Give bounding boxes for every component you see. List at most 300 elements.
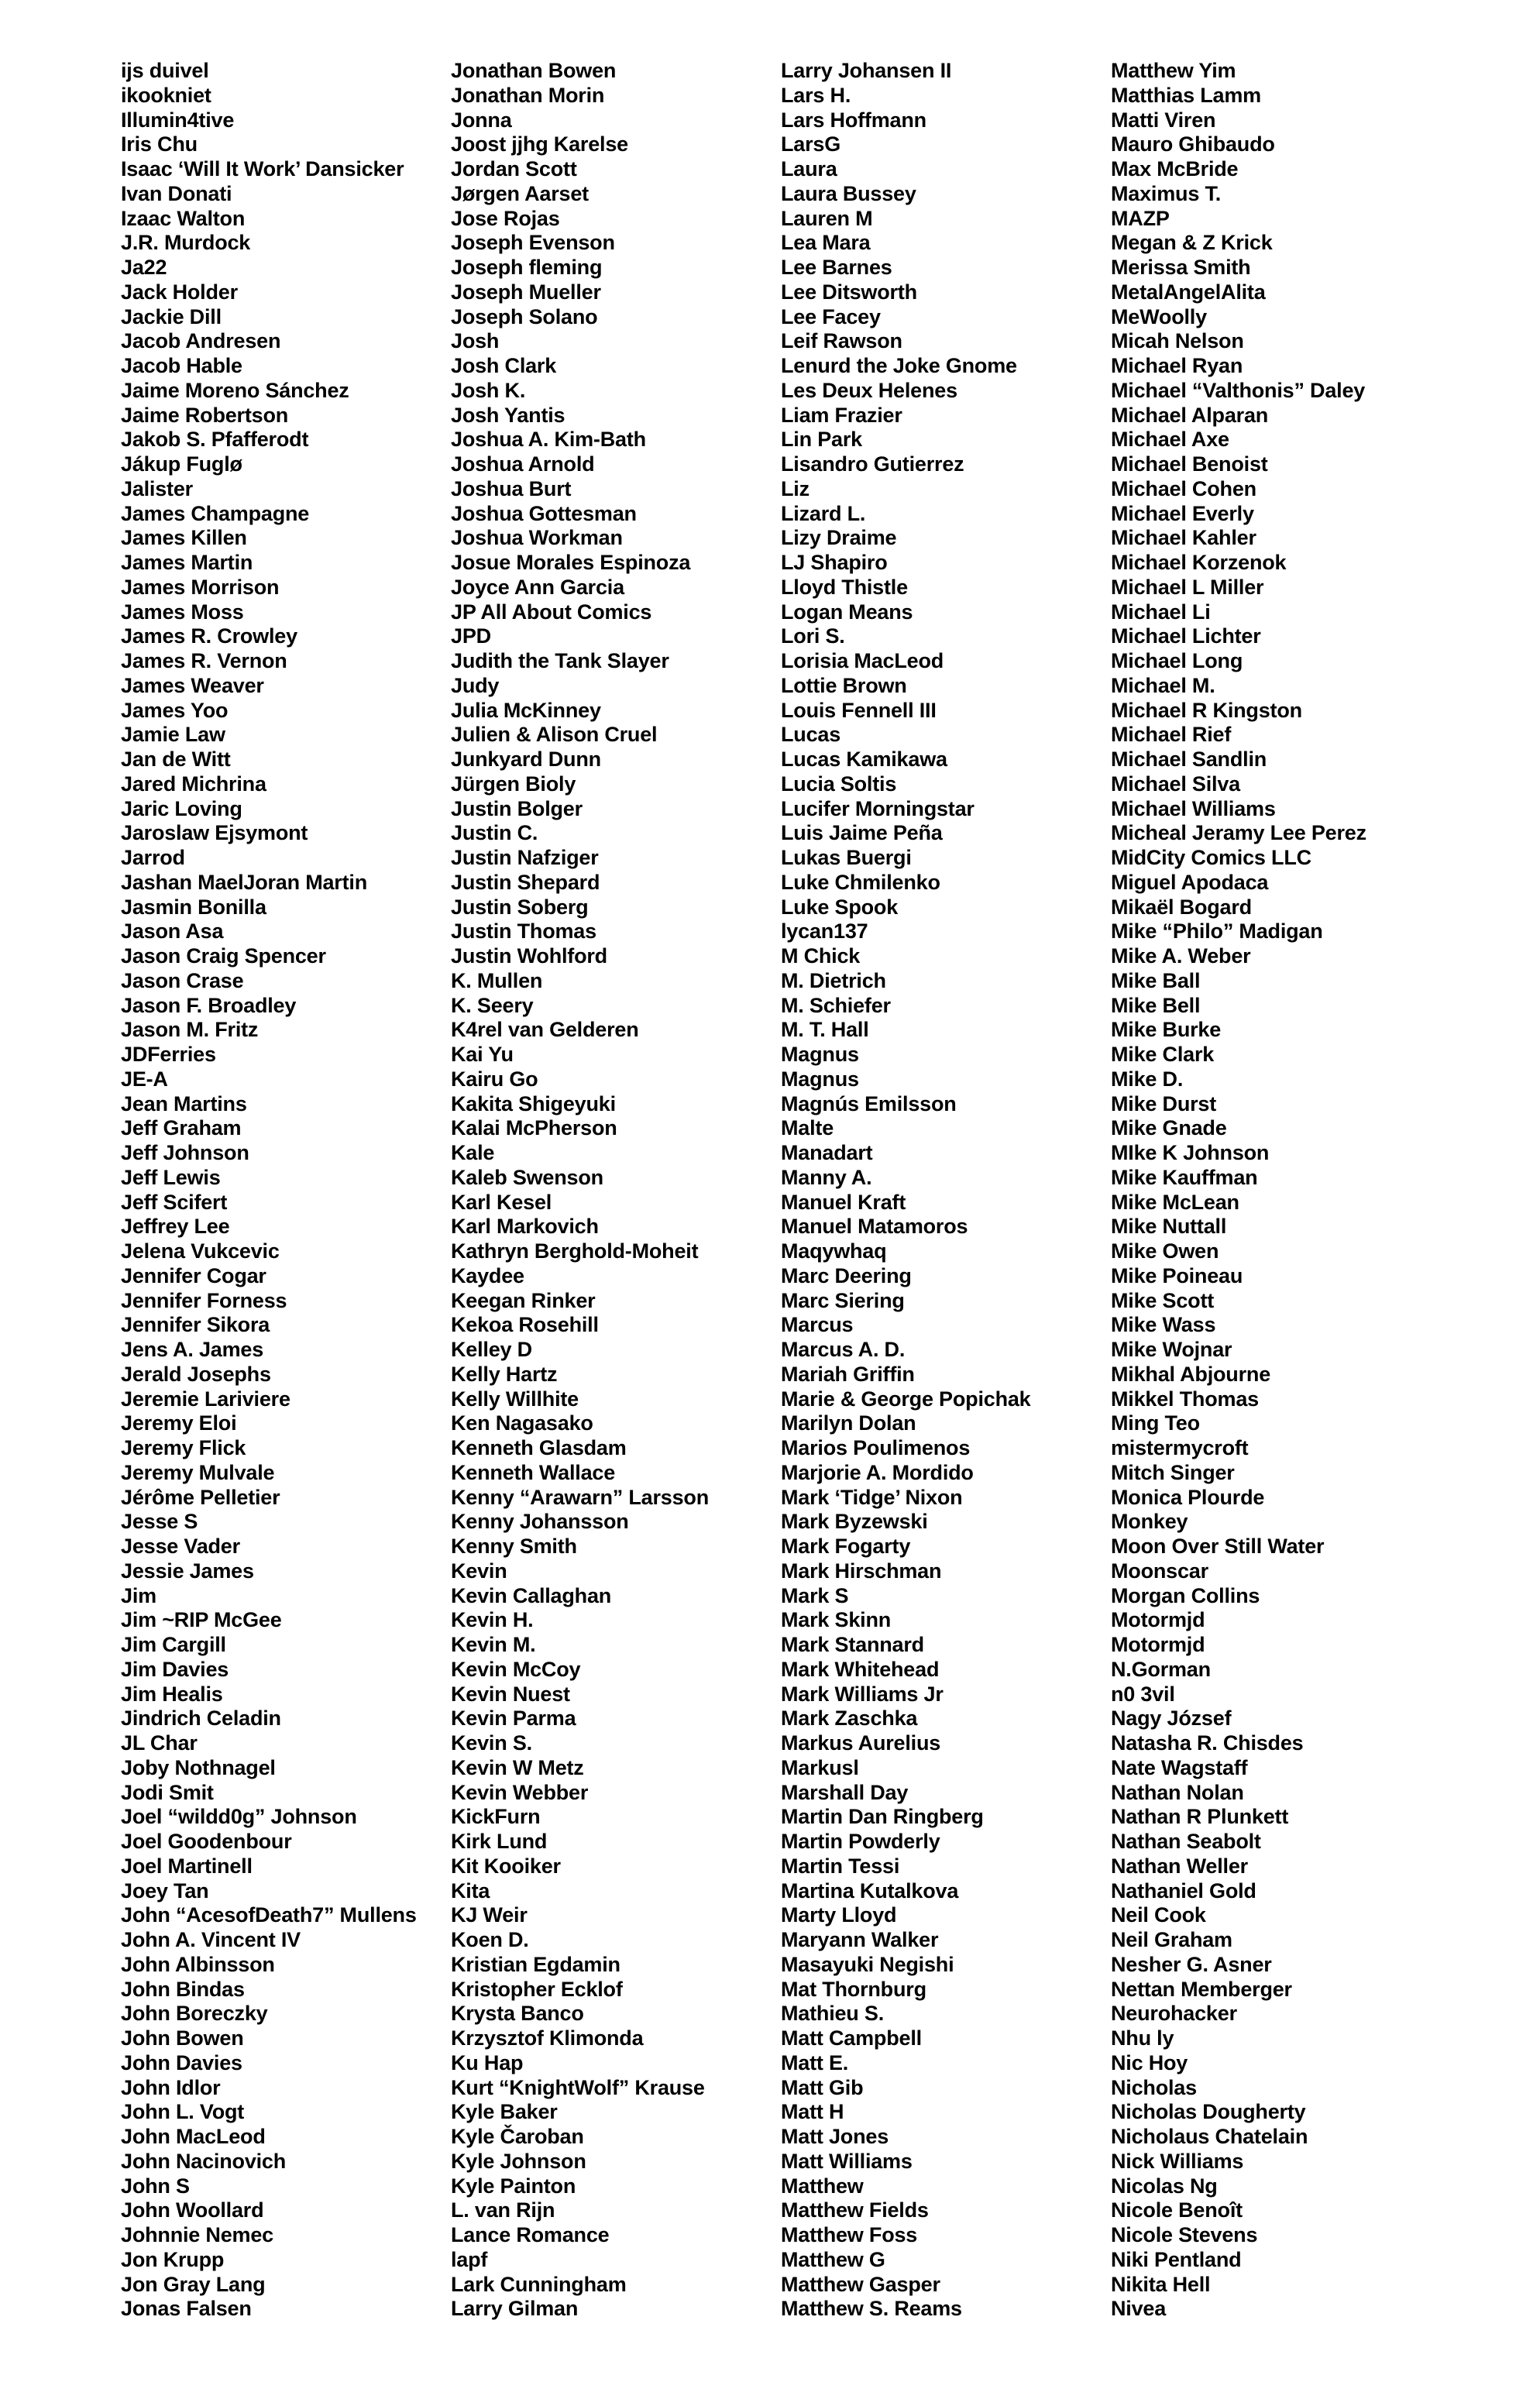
backer-name: Michael Everly (1111, 501, 1254, 525)
backer-name: n0 3vil (1111, 1682, 1175, 1706)
backer-name: Lark Cunningham (451, 2272, 627, 2296)
backer-name: Liz (781, 476, 810, 500)
backer-name: Illumin4tive (121, 108, 235, 132)
backer-name: Joel Goodenbour (121, 1830, 292, 1853)
backer-name: LJ Shapiro (781, 551, 888, 574)
backer-name: Ivan Donati (121, 181, 232, 205)
backer-name: John Davies (121, 2050, 242, 2074)
backer-name: Magnús Emilsson (781, 1091, 957, 1115)
backer-name: Kevin McCoy (451, 1657, 581, 1681)
backer-name: Justin Shepard (451, 870, 600, 894)
backer-name: Kakita Shigeyuki (451, 1091, 616, 1115)
backer-name: Jim ~RIP McGee (121, 1608, 282, 1632)
backer-name: Nick Williams (1111, 2149, 1244, 2173)
backer-name: LarsG (781, 132, 841, 156)
backer-name: Marc Deering (781, 1263, 912, 1287)
backer-name: Matt Williams (781, 2149, 913, 2173)
backer-name: Jeff Lewis (121, 1165, 221, 1189)
backer-name: Marjorie A. Mordido (781, 1460, 974, 1484)
backer-name: John A. Vincent IV (121, 1928, 301, 1951)
backer-name: Marilyn Dolan (781, 1411, 916, 1435)
backer-name: Jesse Vader (121, 1535, 240, 1558)
backer-name: Kirk Lund (451, 1830, 548, 1853)
backer-name: Krysta Banco (451, 2002, 584, 2026)
backer-name: Neil Cook (1111, 1903, 1206, 1927)
backer-name: Liam Frazier (781, 403, 902, 427)
backer-name: Monkey (1111, 1510, 1188, 1534)
backer-name: John Idlor (121, 2075, 221, 2099)
backer-name: Lottie Brown (781, 673, 907, 697)
backer-name: Jaime Robertson (121, 403, 289, 427)
backer-name: Mike Ball (1111, 968, 1201, 992)
backer-name: Motormjd (1111, 1633, 1205, 1656)
backer-name: Justin Bolger (451, 796, 583, 820)
backer-name: Mark ‘Tidge’ Nixon (781, 1485, 963, 1509)
backer-name: Lauren M (781, 206, 873, 230)
backer-name: Manuel Kraft (781, 1190, 906, 1214)
backer-name: Kevin M. (451, 1633, 536, 1656)
backer-name: Ja22 (121, 256, 167, 279)
backer-name: Lloyd Thistle (781, 575, 908, 599)
backer-name: Lee Ditsworth (781, 280, 917, 304)
backer-name: K. Mullen (451, 968, 543, 992)
backer-name: Larry Johansen II (781, 59, 952, 82)
backer-name: Neil Graham (1111, 1928, 1232, 1951)
backer-name: Matthew Gasper (781, 2272, 940, 2296)
backer-name: Marcus A. D. (781, 1338, 906, 1361)
backer-name: Krzysztof Klimonda (451, 2026, 644, 2050)
backer-name: MidCity Comics LLC (1111, 846, 1311, 869)
backer-name: Kelley D (451, 1338, 532, 1361)
backer-name: Larry Gilman (451, 2297, 579, 2321)
backer-name: Mathieu S. (781, 2002, 885, 2026)
backer-name: Matthew G (781, 2247, 885, 2271)
backer-name: Markusl (781, 1755, 859, 1779)
backer-name: Kevin W Metz (451, 1755, 584, 1779)
backer-name: Morgan Collins (1111, 1583, 1260, 1607)
name-column-3 (781, 59, 1106, 2322)
backer-name: Matthew Yim (1111, 59, 1236, 82)
backer-name: Julien & Alison Cruel (451, 723, 658, 747)
backer-name: Kyle Painton (451, 2174, 576, 2198)
backer-name: Nic Hoy (1111, 2050, 1188, 2074)
backer-name: Moon Over Still Water (1111, 1535, 1325, 1558)
backer-name: Nesher G. Asner (1111, 1952, 1272, 1976)
backer-name: Kevin Webber (451, 1780, 589, 1804)
backer-name: Michael L Miller (1111, 575, 1264, 599)
backer-name: M. Schiefer (781, 993, 891, 1017)
backer-name: Nhu ly (1111, 2026, 1174, 2050)
backer-name: Jørgen Aarset (451, 181, 589, 205)
backer-name: Jennifer Sikora (121, 1313, 270, 1337)
backer-name: M. T. Hall (781, 1018, 869, 1042)
backer-name: Jean Martins (121, 1091, 247, 1115)
backer-name: Michael Cohen (1111, 476, 1256, 500)
backer-name: Magnus (781, 1067, 859, 1091)
backer-name: Nate Wagstaff (1111, 1755, 1248, 1779)
backer-name: Marshall Day (781, 1780, 909, 1804)
backer-name: Mike Burke (1111, 1018, 1222, 1042)
backer-name: Matti Viren (1111, 108, 1216, 132)
backer-name: Nicolas Ng (1111, 2174, 1218, 2198)
backer-name: lapf (451, 2247, 488, 2271)
backer-name: Manadart (781, 1141, 873, 1164)
backer-name: JL Char (121, 1731, 198, 1755)
backer-name: Nicholas (1111, 2075, 1197, 2099)
backer-name: Jason F. Broadley (121, 993, 297, 1017)
backer-name: Lucifer Morningstar (781, 796, 975, 820)
backer-name: Joshua A. Kim-Bath (451, 428, 646, 452)
backer-name: Jasmin Bonilla (121, 895, 266, 919)
backer-name: Kristian Egdamin (451, 1952, 620, 1976)
backer-name: Keegan Rinker (451, 1288, 596, 1312)
name-column-4 (1111, 59, 1436, 2322)
backer-name: Lizy Draime (781, 526, 897, 550)
backer-name: Matt E. (781, 2050, 849, 2074)
backer-name: Mike D. (1111, 1067, 1184, 1091)
backer-name: Lars H. (781, 83, 851, 107)
backer-name: Joseph Mueller (451, 280, 601, 304)
backer-name: Michael Rief (1111, 723, 1232, 747)
backer-name: Mark Hirschman (781, 1559, 942, 1583)
backer-name: Mike Durst (1111, 1091, 1217, 1115)
backer-name: Logan Means (781, 600, 913, 624)
backer-name: Jonna (451, 108, 512, 132)
backer-name: Jason Craig Spencer (121, 944, 326, 968)
backer-name: Mike Poineau (1111, 1263, 1243, 1287)
backer-name: Manny A. (781, 1165, 872, 1189)
backer-name: Judy (451, 673, 500, 697)
backer-name: Markus Aurelius (781, 1731, 941, 1755)
backer-name: Manuel Matamoros (781, 1215, 968, 1239)
backer-name: Mark S (781, 1583, 849, 1607)
backer-name: Motormjd (1111, 1608, 1205, 1632)
backer-name: Nathan R Plunkett (1111, 1805, 1289, 1829)
backer-name: Kevin (451, 1559, 507, 1583)
backer-name: mistermycroft (1111, 1436, 1249, 1459)
backer-name: Nagy József (1111, 1707, 1232, 1731)
backer-name: Kit Kooiker (451, 1854, 561, 1878)
backer-name: Mike Owen (1111, 1239, 1219, 1263)
backer-name: Kevin S. (451, 1731, 532, 1755)
backer-name: Kevin Callaghan (451, 1583, 612, 1607)
backer-name: Joseph fleming (451, 256, 603, 279)
backer-name: Luis Jaime Peña (781, 821, 943, 845)
backer-name: Miguel Apodaca (1111, 870, 1269, 894)
backer-name: Joshua Workman (451, 526, 623, 550)
backer-name: Jalister (121, 476, 193, 500)
backer-name: Mike Kauffman (1111, 1165, 1258, 1189)
backer-name: Jon Krupp (121, 2247, 225, 2271)
backer-name: Michael R Kingston (1111, 698, 1302, 722)
backer-name: Justin Thomas (451, 919, 596, 944)
backer-name: Kita (451, 1878, 490, 1903)
backer-name: Lars Hoffmann (781, 108, 926, 132)
backer-name: Justin Nafziger (451, 846, 599, 869)
backer-name: Jürgen Bioly (451, 772, 576, 796)
backer-name: M. Dietrich (781, 968, 886, 992)
backer-name: Jason Asa (121, 919, 224, 944)
backer-name: Jaric Loving (121, 796, 242, 820)
backer-name: Koen D. (451, 1928, 529, 1951)
backer-name: Kenneth Wallace (451, 1460, 616, 1484)
backer-name: Jared Michrina (121, 772, 266, 796)
backer-name: Joby Nothnagel (121, 1755, 276, 1779)
backer-name: Marios Poulimenos (781, 1436, 971, 1459)
backer-name: Marty Lloyd (781, 1903, 897, 1927)
backer-name: Lucas (781, 723, 841, 747)
backer-name: KickFurn (451, 1805, 541, 1829)
backer-name: MeWoolly (1111, 304, 1207, 328)
backer-name: Leif Rawson (781, 329, 902, 353)
backer-name: Kale (451, 1141, 495, 1164)
backer-name: N.Gorman (1111, 1657, 1211, 1681)
backer-name: Johnnie Nemec (121, 2223, 273, 2246)
backer-name: Kyle Baker (451, 2100, 558, 2124)
backer-name: Laura (781, 157, 837, 180)
backer-name: Nathaniel Gold (1111, 1878, 1256, 1903)
backer-name: Mariah Griffin (781, 1362, 915, 1386)
backer-name: Moonscar (1111, 1559, 1208, 1583)
backer-name: Kairu Go (451, 1067, 538, 1091)
backer-name: James R. Vernon (121, 649, 287, 672)
backer-name: John Boreczky (121, 2002, 268, 2026)
backer-name: Mike Gnade (1111, 1116, 1227, 1140)
backer-name: Mike McLean (1111, 1190, 1239, 1214)
name-column-2 (451, 59, 776, 2322)
backer-name: M Chick (781, 944, 861, 968)
backer-name: Joseph Evenson (451, 231, 615, 255)
backer-name: Masayuki Negishi (781, 1952, 954, 1976)
backer-name: Luke Chmilenko (781, 870, 940, 894)
backer-name: Jason M. Fritz (121, 1018, 259, 1042)
backer-name: Mark Skinn (781, 1608, 892, 1632)
backer-name: Marie & George Popichak (781, 1387, 1031, 1411)
backer-name: Michael Sandlin (1111, 748, 1267, 771)
backer-name: John MacLeod (121, 2125, 266, 2148)
backer-name: Lucia Soltis (781, 772, 897, 796)
backer-name: Lisandro Gutierrez (781, 452, 964, 476)
backer-name: Joseph Solano (451, 304, 598, 328)
backer-name: Mike “Philo” Madigan (1111, 919, 1323, 944)
backer-name: John Bindas (121, 1977, 245, 2001)
backer-name: John Woollard (121, 2198, 264, 2222)
backer-name: John Bowen (121, 2026, 244, 2050)
backer-name: Mike Clark (1111, 1043, 1215, 1066)
backer-name: Malte (781, 1116, 834, 1140)
backer-name: Natasha R. Chisdes (1111, 1731, 1304, 1755)
backer-name: Justin Soberg (451, 895, 589, 919)
backer-name: Kekoa Rosehill (451, 1313, 599, 1337)
backer-name: John “AcesofDeath7” Mullens (121, 1903, 417, 1927)
backer-name: Jeffrey Lee (121, 1215, 230, 1239)
backer-name: Jarrod (121, 846, 185, 869)
backer-name: Karl Markovich (451, 1215, 599, 1239)
backer-name: Nicholaus Chatelain (1111, 2125, 1308, 2148)
backer-name: Neurohacker (1111, 2002, 1237, 2026)
backer-name: Jeff Graham (121, 1116, 242, 1140)
backer-name: Nathan Seabolt (1111, 1830, 1261, 1853)
backer-name: Kenneth Glasdam (451, 1436, 627, 1459)
backer-name: Kenny Johansson (451, 1510, 629, 1534)
backer-name: Michael Li (1111, 600, 1211, 624)
backer-name: Josh Yantis (451, 403, 565, 427)
backer-name: Josue Morales Espinoza (451, 551, 691, 574)
backer-name: Jaime Moreno Sánchez (121, 378, 349, 402)
backer-name: Ku Hap (451, 2050, 524, 2074)
backer-name: Jacob Hable (121, 354, 242, 377)
backer-name: Matt Gib (781, 2075, 864, 2099)
backer-name: Micheal Jeramy Lee Perez (1111, 821, 1366, 845)
backer-name: James Yoo (121, 698, 229, 722)
backer-name: Michael Alparan (1111, 403, 1269, 427)
backer-name: Magnus (781, 1043, 859, 1066)
backer-name: Kevin Parma (451, 1707, 576, 1731)
backer-name: Michael Williams (1111, 796, 1276, 820)
backer-name: Jennifer Cogar (121, 1263, 266, 1287)
backer-name: Martina Kutalkova (781, 1878, 959, 1903)
backer-name: James Martin (121, 551, 253, 574)
backer-name: J.R. Murdock (121, 231, 251, 255)
backer-name: Mark Williams Jr (781, 1682, 944, 1706)
backer-name: Michael Axe (1111, 428, 1229, 452)
backer-name: Jack Holder (121, 280, 238, 304)
backer-name: Isaac ‘Will It Work’ Dansicker (121, 157, 404, 180)
backer-name: Lizard L. (781, 501, 866, 525)
backer-name: Jackie Dill (121, 304, 222, 328)
backer-name: Matthew Fields (781, 2198, 929, 2222)
backer-name: Junkyard Dunn (451, 748, 601, 771)
backer-name: Jim (121, 1583, 156, 1607)
backer-name: Megan & Z Krick (1111, 231, 1273, 255)
backer-name: Kenny Smith (451, 1535, 577, 1558)
backer-name: Martin Tessi (781, 1854, 900, 1878)
backer-name: Joel “wildd0g” Johnson (121, 1805, 357, 1829)
backer-name: Jan de Witt (121, 748, 231, 771)
backer-name: Niki Pentland (1111, 2247, 1242, 2271)
backer-name: Kristopher Ecklof (451, 1977, 623, 2001)
backer-name: Jason Crase (121, 968, 244, 992)
backer-name: Josh K. (451, 378, 526, 402)
backer-name: John Albinsson (121, 1952, 275, 1976)
backer-name: Michael Ryan (1111, 354, 1243, 377)
backer-name: Mark Stannard (781, 1633, 924, 1656)
backer-name: Louis Fennell III (781, 698, 937, 722)
backer-name: Mark Whitehead (781, 1657, 940, 1681)
backer-name: KJ Weir (451, 1903, 528, 1927)
backer-name: Michael Benoist (1111, 452, 1268, 476)
backer-name: Jashan MaelJoran Martin (121, 870, 368, 894)
backer-name: James Weaver (121, 673, 264, 697)
backer-name: Julia McKinney (451, 698, 601, 722)
backer-name: Karl Kesel (451, 1190, 552, 1214)
backer-name: Nathan Weller (1111, 1854, 1248, 1878)
backer-name: Les Deux Helenes (781, 378, 957, 402)
backer-name: Jérôme Pelletier (121, 1485, 280, 1509)
backer-name: Josh (451, 329, 500, 353)
backer-name: Martin Dan Ringberg (781, 1805, 984, 1829)
backer-name: Jeff Johnson (121, 1141, 249, 1164)
backer-name: Michael Korzenok (1111, 551, 1287, 574)
backer-name: Micah Nelson (1111, 329, 1244, 353)
backer-name: Michael Lichter (1111, 624, 1261, 648)
backer-name: Mauro Ghibaudo (1111, 132, 1275, 156)
backer-name: Michael Silva (1111, 772, 1240, 796)
backer-name: Joel Martinell (121, 1854, 253, 1878)
backer-name: Jamie Law (121, 723, 225, 747)
backer-name: Jerald Josephs (121, 1362, 271, 1386)
backer-name: Kevin H. (451, 1608, 534, 1632)
backer-name: Mark Fogarty (781, 1535, 911, 1558)
backer-name: Laura Bussey (781, 181, 916, 205)
backer-name: Jodi Smit (121, 1780, 214, 1804)
backer-name: ijs duivel (121, 59, 209, 82)
backer-name: Jeremy Mulvale (121, 1460, 275, 1484)
backer-name: Mike Wass (1111, 1313, 1216, 1337)
backer-name: JP All About Comics (451, 600, 652, 624)
backer-name: Lee Barnes (781, 256, 892, 279)
backer-name: Nettan Memberger (1111, 1977, 1292, 2001)
backer-name: Izaac Walton (121, 206, 246, 230)
backer-name: lycan137 (781, 919, 868, 944)
backer-name: K4rel van Gelderen (451, 1018, 639, 1042)
backer-name: Iris Chu (121, 132, 198, 156)
backer-name: Marcus (781, 1313, 854, 1337)
backer-name: Ken Nagasako (451, 1411, 593, 1435)
backer-name: Lucas Kamikawa (781, 748, 947, 771)
backer-name: MAZP (1111, 206, 1170, 230)
backer-name: Michael “Valthonis” Daley (1111, 378, 1366, 402)
backer-name: Josh Clark (451, 354, 557, 377)
backer-name: Jennifer Forness (121, 1288, 287, 1312)
backer-name: Judith the Tank Slayer (451, 649, 669, 672)
backer-name: Kelly Willhite (451, 1387, 579, 1411)
backer-name: Maqywhaq (781, 1239, 887, 1263)
backer-name: JE-A (121, 1067, 168, 1091)
backer-name: Mike Wojnar (1111, 1338, 1232, 1361)
backer-name: Joey Tan (121, 1878, 209, 1903)
backer-name: Jeremie Lariviere (121, 1387, 290, 1411)
backer-name: Lorisia MacLeod (781, 649, 944, 672)
backer-name: Jakob S. Pfafferodt (121, 428, 309, 452)
backer-name: Michael Kahler (1111, 526, 1256, 550)
backer-name: Lin Park (781, 428, 862, 452)
backer-name: Lori S. (781, 624, 845, 648)
backer-name: James R. Crowley (121, 624, 297, 648)
backer-name: Kyle Johnson (451, 2149, 586, 2173)
backer-name: James Champagne (121, 501, 310, 525)
backer-name: Maryann Walker (781, 1928, 939, 1951)
backer-name: Jessie James (121, 1559, 254, 1583)
backer-name: Kelly Hartz (451, 1362, 558, 1386)
backer-name: Lenurd the Joke Gnome (781, 354, 1017, 377)
backer-name: Jaroslaw Ejsymont (121, 821, 308, 845)
backer-name: Matt Jones (781, 2125, 889, 2148)
backer-name: John L. Vogt (121, 2100, 245, 2124)
backer-name: Jose Rojas (451, 206, 560, 230)
backer-name: Kalai McPherson (451, 1116, 617, 1140)
backer-name: Jeremy Eloi (121, 1411, 237, 1435)
backer-name: Mike Scott (1111, 1288, 1215, 1312)
backer-name: L. van Rijn (451, 2198, 555, 2222)
backer-name: Mike A. Weber (1111, 944, 1251, 968)
backer-name: Marc Siering (781, 1288, 905, 1312)
backer-name: JPD (451, 624, 491, 648)
backer-name: JDFerries (121, 1043, 216, 1066)
backer-name: Michael Long (1111, 649, 1243, 672)
backer-name: Joshua Burt (451, 476, 572, 500)
backer-name: ikookniet (121, 83, 211, 107)
